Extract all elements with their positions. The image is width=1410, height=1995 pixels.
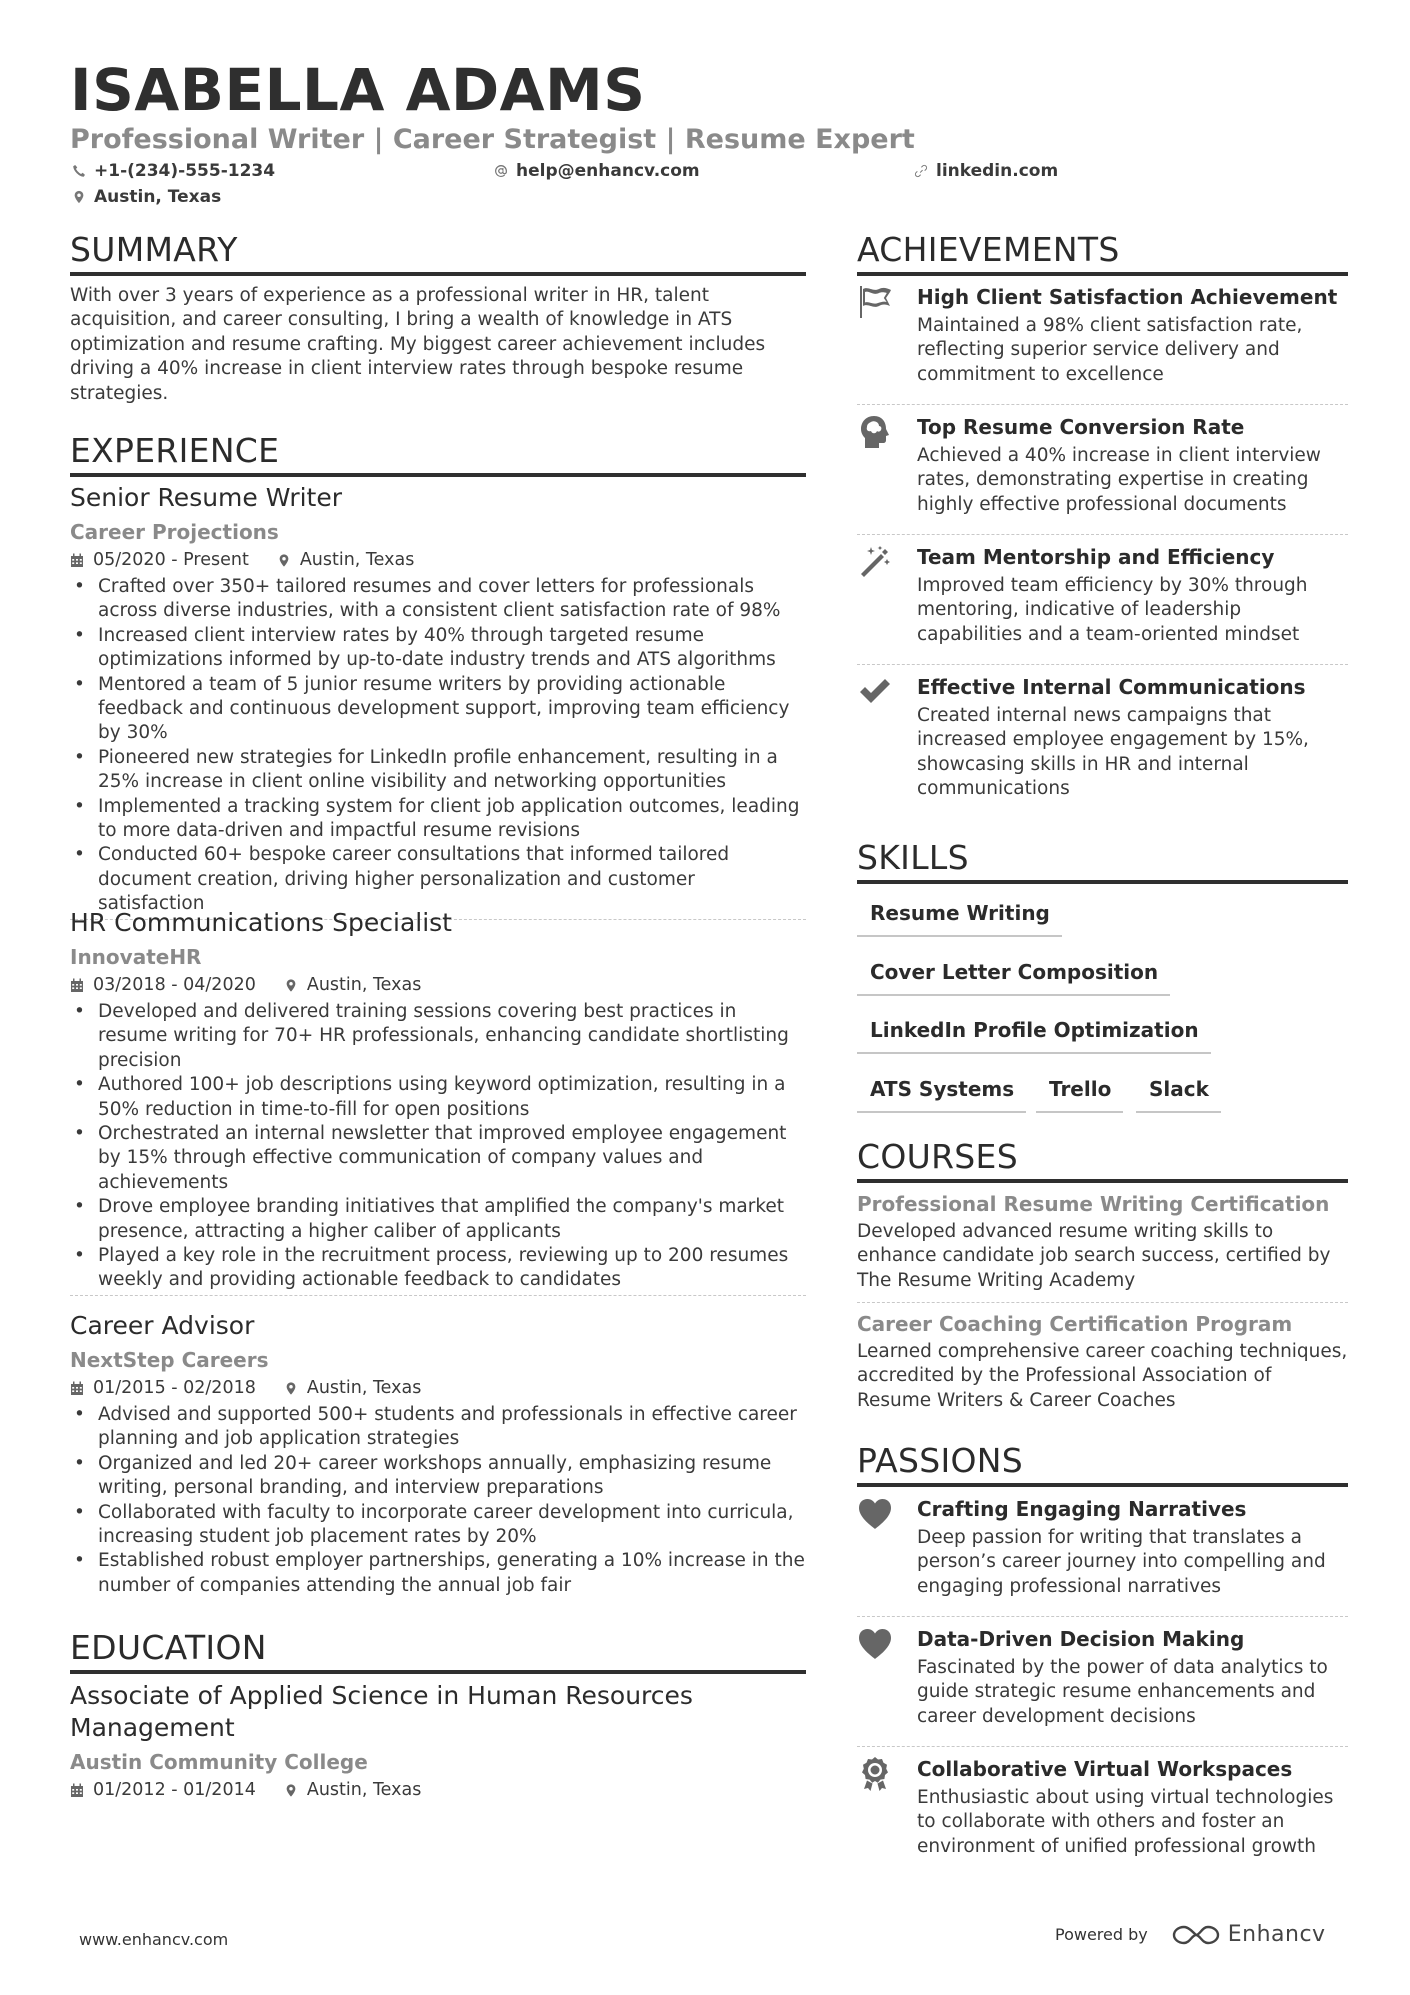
skill-tag: Resume Writing [857, 897, 1062, 937]
job-bullet: • Implemented a tracking system for client job application outcomes, leading to more data-driven and impactful resume revisions [70, 795, 806, 844]
passions-heading: PASSIONS [857, 1441, 1348, 1487]
location-pin-icon [284, 1783, 298, 1798]
passion-title: Collaborative Virtual Workspaces [917, 1757, 1293, 1781]
linkedin-text: linkedin.com [936, 161, 1059, 181]
magic-wand-icon [857, 544, 893, 580]
footer-powered-by[interactable] [1055, 1922, 1326, 1947]
job-bullets [70, 1000, 806, 1293]
course-desc: Developed advanced resume writing skills to enhance candidate job search success, certified by The Resume Writing Academy [857, 1221, 1331, 1291]
experience-entry [70, 907, 806, 1296]
course-item [857, 1190, 1348, 1303]
award-ribbon-icon [857, 1756, 893, 1792]
job-meta [70, 973, 806, 997]
job-bullet: • Conducted 60+ bespoke career consultations that informed tailored document creation, driving higher personalization and customer satisfaction [70, 843, 806, 916]
experience-entry [70, 482, 806, 920]
education-entry [70, 1680, 806, 1802]
achievement-title: Effective Internal Communications [917, 675, 1306, 699]
contact-email[interactable] [494, 160, 700, 182]
infinity-logo-icon [1172, 1924, 1220, 1946]
course-item [857, 1310, 1348, 1413]
candidate-headline: Professional Writer | Career Strategist | Resume Expert [70, 124, 915, 155]
job-bullet: • Crafted over 350+ tailored resumes and cover letters for professionals across diverse industries, with a consistent client satisfaction rate of 98% [70, 575, 806, 624]
contact-phone[interactable] [72, 160, 275, 182]
summary-text: With over 3 years of experience as a professional writer in HR, talent acquisition, and career consulting, I bring a wealth of knowledge in ATS optimization and resume crafting. My biggest career achievement includes driving a 40% increase in client interview rates through bespoke resume strategies. [70, 285, 766, 404]
job-bullet: • Collaborated with faculty to incorporate career development into curricula, increasing student job placement rates by 20% [70, 1501, 806, 1550]
job-title: HR Communications Specialist [70, 908, 452, 937]
phone-text: +1-(234)-555-1234 [94, 161, 276, 181]
job-dates: 01/2015 - 02/2018 [70, 1376, 256, 1400]
course-title: Professional Resume Writing Certification [857, 1192, 1330, 1216]
skill-tag: Trello [1036, 1073, 1123, 1113]
education-heading: EDUCATION [70, 1628, 806, 1674]
job-title: Senior Resume Writer [70, 483, 343, 512]
calendar-icon [70, 1381, 84, 1396]
passion-desc: Deep passion for writing that translates a person’s career journey into compelling and engaging professional narratives [917, 1527, 1326, 1597]
achievement-desc: Achieved a 40% increase in client interview rates, demonstrating expertise in creating highly effective professional documents [917, 445, 1321, 515]
calendar-icon [70, 978, 84, 993]
education-location: Austin, Texas [284, 1778, 422, 1802]
job-location: Austin, Texas [284, 973, 422, 997]
job-meta [70, 548, 806, 572]
skill-tag: Slack [1136, 1073, 1221, 1113]
skills-heading: SKILLS [857, 838, 1348, 884]
job-dates: 03/2018 - 04/2020 [70, 973, 256, 997]
flag-icon [857, 284, 893, 320]
passion-item [857, 1494, 1348, 1617]
job-bullets [70, 575, 806, 917]
skill-tag: Cover Letter Composition [857, 956, 1170, 996]
skill-tag: LinkedIn Profile Optimization [857, 1014, 1211, 1054]
summary-heading: SUMMARY [70, 230, 806, 276]
degree-title: Associate of Applied Science in Human Resources Management [70, 1681, 693, 1742]
achievement-item [857, 282, 1348, 405]
footer-website[interactable]: www.enhancv.com [79, 1930, 229, 1949]
passion-item [857, 1754, 1348, 1859]
calendar-icon [70, 553, 84, 568]
job-company: Career Projections [70, 520, 279, 544]
job-dates: 05/2020 - Present [70, 548, 249, 572]
job-bullet: • Played a key role in the recruitment process, reviewing up to 200 resumes weekly and providing actionable feedback to candidates [70, 1244, 806, 1293]
course-desc: Learned comprehensive career coaching techniques, accredited by the Professional Association of Resume Writers & Career Coaches [857, 1341, 1348, 1411]
checkmark-icon [857, 674, 893, 710]
education-dates: 01/2012 - 01/2014 [70, 1778, 256, 1802]
job-bullet: • Mentored a team of 5 junior resume writers by providing actionable feedback and continuous development support, improving team efficiency by 30% [70, 673, 806, 746]
job-bullet: • Developed and delivered training sessions covering best practices in resume writing for 70+ HR professionals, enhancing candidate shortlisting precision [70, 1000, 806, 1073]
brand-name: Enhancv [1227, 1922, 1326, 1947]
job-meta [70, 1376, 806, 1400]
passion-title: Data-Driven Decision Making [917, 1627, 1245, 1651]
passion-item [857, 1624, 1348, 1747]
link-icon [914, 164, 928, 178]
job-bullet: • Pioneered new strategies for LinkedIn profile enhancement, resulting in a 25% increase in client online visibility and networking opportunities [70, 746, 806, 795]
courses-heading: COURSES [857, 1137, 1348, 1183]
experience-entry [70, 1310, 806, 1598]
passion-desc: Fascinated by the power of data analytics to guide strategic resume enhancements and career development decisions [917, 1657, 1328, 1727]
achievement-desc: Maintained a 98% client satisfaction rate, reflecting superior service delivery and commitment to excellence [917, 315, 1303, 385]
job-company: InnovateHR [70, 945, 202, 969]
contact-linkedin[interactable] [914, 160, 1058, 182]
education-meta [70, 1778, 806, 1802]
achievement-desc: Created internal news campaigns that increased employee engagement by 15%, showcasing skills in HR and internal communications [917, 705, 1309, 800]
job-bullet: • Orchestrated an internal newsletter that improved employee engagement by 15% through effective communication of company values and achievements [70, 1122, 806, 1195]
location-pin-icon [284, 1381, 298, 1396]
phone-icon [72, 164, 86, 178]
job-bullet: • Established robust employer partnerships, generating a 10% increase in the number of companies attending the annual job fair [70, 1549, 806, 1598]
achievements-heading: ACHIEVEMENTS [857, 230, 1348, 276]
calendar-icon [70, 1783, 84, 1798]
job-bullet: • Organized and led 20+ career workshops annually, emphasizing resume writing, personal branding, and interview preparations [70, 1452, 806, 1501]
email-text: help@enhancv.com [516, 161, 700, 181]
heart-icon [857, 1496, 893, 1532]
powered-by-label: Powered by [1055, 1925, 1148, 1944]
experience-heading: EXPERIENCE [70, 431, 806, 477]
passion-desc: Enthusiastic about using virtual technologies to collaborate with others and foster an environment of unified professional growth [917, 1787, 1334, 1857]
achievement-title: High Client Satisfaction Achievement [917, 285, 1338, 309]
passion-title: Crafting Engaging Narratives [917, 1497, 1247, 1521]
candidate-name: ISABELLA ADAMS [70, 56, 646, 124]
skill-tag: ATS Systems [857, 1073, 1026, 1113]
course-title: Career Coaching Certification Program [857, 1312, 1293, 1336]
location-pin-icon [277, 553, 291, 568]
achievement-title: Team Mentorship and Efficiency [917, 545, 1275, 569]
at-sign-icon [494, 164, 508, 178]
job-bullets [70, 1403, 806, 1598]
enhancv-logo [1172, 1922, 1326, 1947]
job-location: Austin, Texas [284, 1376, 422, 1400]
achievement-title: Top Resume Conversion Rate [917, 415, 1245, 439]
head-icon [857, 414, 893, 450]
location-text: Austin, Texas [94, 187, 222, 207]
job-title: Career Advisor [70, 1311, 255, 1340]
location-pin-icon [284, 978, 298, 993]
heart-icon [857, 1626, 893, 1662]
job-bullet: • Advised and supported 500+ students and professionals in effective career planning and job application strategies [70, 1403, 806, 1452]
achievement-item [857, 542, 1348, 665]
job-bullet: • Drove employee branding initiatives that amplified the company's market presence, attracting a higher caliber of applicants [70, 1195, 806, 1244]
location-pin-icon [72, 190, 86, 204]
job-company: NextStep Careers [70, 1348, 269, 1372]
achievement-item [857, 412, 1348, 535]
achievement-desc: Improved team efficiency by 30% through mentoring, indicative of leadership capabilities and a team-oriented mindset [917, 575, 1308, 645]
job-bullet: • Authored 100+ job descriptions using keyword optimization, resulting in a 50% reduction in time-to-fill for open positions [70, 1073, 806, 1122]
contact-location [72, 186, 221, 208]
job-bullet: • Increased client interview rates by 40% through targeted resume optimizations informed by up-to-date industry trends and ATS algorithms [70, 624, 806, 673]
job-location: Austin, Texas [277, 548, 415, 572]
achievement-item [857, 672, 1348, 802]
school-name: Austin Community College [70, 1750, 368, 1774]
